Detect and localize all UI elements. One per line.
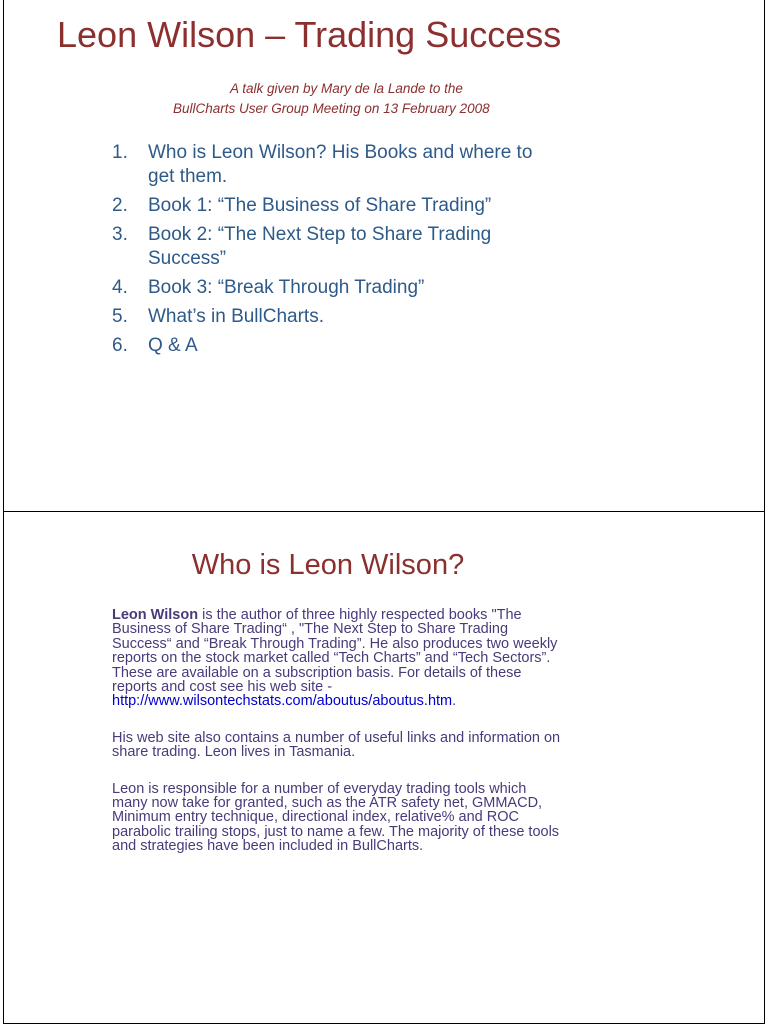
agenda-number: 4. xyxy=(112,277,128,298)
slide-subtitle xyxy=(4,79,664,119)
agenda-item xyxy=(112,223,562,271)
agenda-text: Q & A xyxy=(148,335,198,356)
slide-title: Who is Leon Wilson? xyxy=(191,549,465,581)
slide-1 xyxy=(3,0,765,512)
paragraph-2: His web site also contains a number of useful links and information on share trading. Leon lives in Tasmania. xyxy=(112,729,561,761)
agenda-text: Book 2: “The Next Step to Share Trading Success” xyxy=(148,224,492,269)
agenda-number: 2. xyxy=(112,195,128,216)
author-name: Leon Wilson xyxy=(112,607,199,623)
agenda-text: What’s in BullCharts. xyxy=(148,306,324,327)
paragraph-3: Leon is responsible for a number of everyday trading tools which many now take for granted, such as the ATR safety net, GMMACD, Minimum entry technique, directional index, relative% and ROC parabolic trailing stops, just to name a few. The majority of these tools and strategies have been included in BullCharts. xyxy=(112,780,560,855)
agenda-number: 1. xyxy=(112,142,128,163)
agenda-number: 3. xyxy=(112,224,128,245)
subtitle-line-1: A talk given by Mary de la Lande to the xyxy=(230,81,463,96)
website-link[interactable]: http://www.wilsontechstats.com/aboutus/aboutus.htm xyxy=(112,693,453,710)
paragraph-1 xyxy=(112,608,562,709)
agenda-item xyxy=(112,334,562,358)
agenda-text: Who is Leon Wilson? His Books and where to get them. xyxy=(148,142,533,187)
agenda-text: Book 3: “Break Through Trading” xyxy=(148,277,425,298)
slide-body xyxy=(112,608,562,876)
slide-2 xyxy=(3,511,765,1024)
agenda-number: 5. xyxy=(112,306,128,327)
paragraph-1-end: . xyxy=(452,693,457,710)
agenda-list xyxy=(112,141,562,363)
subtitle-line-2: BullCharts User Group Meeting on 13 February 2008 xyxy=(173,101,490,116)
agenda-text: Book 1: “The Business of Share Trading” xyxy=(148,195,492,216)
paragraph-1-text: is the author of three highly respected books "The Business of Share Trading“ , "The Next Step to Share Trading Success“ and “Break Through Trading”. He also produces two weekly reports on the stock market called “Tech Charts” and “Tech Sectors”. These are available on a subscription basis. For details of these reports and cost see his web site - xyxy=(112,607,558,696)
slide-title: Leon Wilson – Trading Success xyxy=(57,14,562,55)
agenda-item xyxy=(112,276,562,300)
agenda-number: 6. xyxy=(112,335,128,356)
agenda-item xyxy=(112,194,562,218)
agenda-item xyxy=(112,141,562,189)
agenda-item xyxy=(112,305,562,329)
